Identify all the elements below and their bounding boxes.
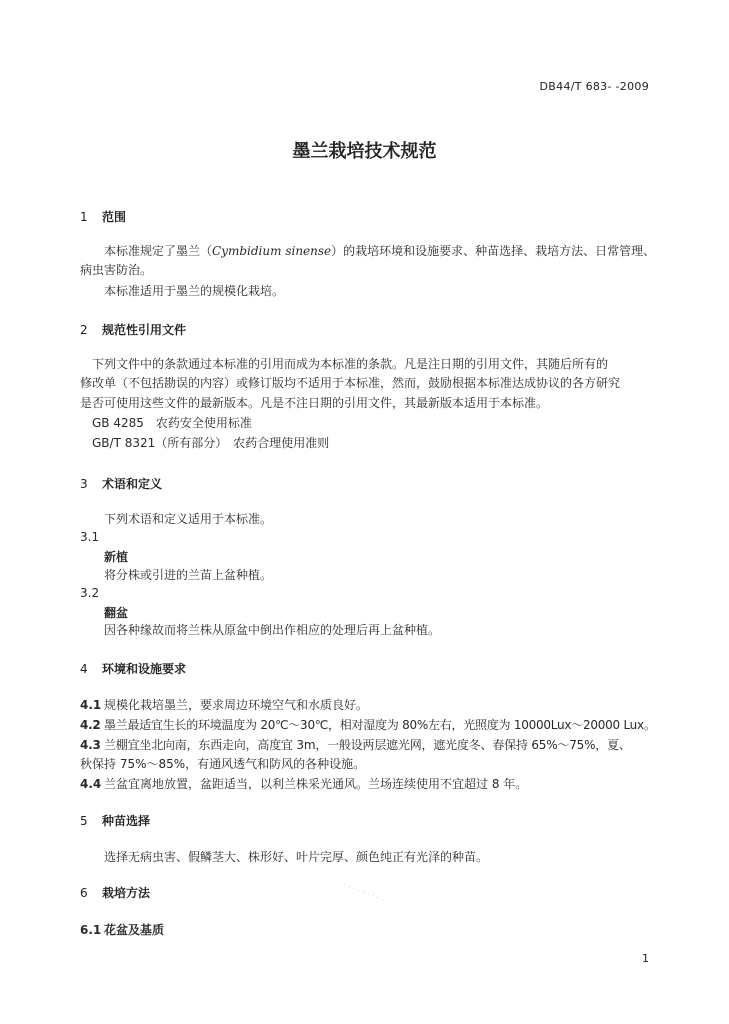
species-name: Cymbidium sinense <box>212 244 332 258</box>
section-3-heading <box>80 475 162 492</box>
section-2-heading <box>80 321 186 338</box>
clause-number: 4.3 <box>80 738 101 752</box>
section-number: 4 <box>80 662 88 676</box>
term-2-definition: 因各种缘故而将兰株从原盆中倒出作相应的处理后再上盆种植。 <box>104 623 441 637</box>
clause-text: 兰棚宜坐北向南，东西走向，高度宜 3m，一般设两层遮光网，遮光度冬、春保持 65%～75%，夏、 <box>104 738 631 752</box>
clause-number: 4.4 <box>80 777 102 791</box>
section-number: 1 <box>80 210 88 224</box>
section-1-paragraph-1-cont: 病虫害防治。 <box>80 263 153 277</box>
section-1-heading <box>80 208 126 225</box>
term-1-name: 新植 <box>104 550 129 564</box>
section-5-heading <box>80 812 150 829</box>
clause-6-1 <box>80 922 164 938</box>
section-4-heading <box>80 660 186 677</box>
clause-text: 墨兰最适宜生长的环境温度为 20℃～30℃，相对湿度为 80%左右，光照度为 10000Lux～20000 Lux。 <box>104 718 656 732</box>
section-number: 3 <box>80 477 88 491</box>
section-6-heading <box>80 884 150 901</box>
clause-4-1 <box>80 697 368 713</box>
clause-number: 6.1 <box>80 923 102 937</box>
section-2-line-3: 是否可使用这些文件的最新版本。凡是不注日期的引用文件，其最新版本适用于本标准。 <box>80 396 549 410</box>
clause-4-2 <box>80 717 656 733</box>
standard-code: DB44/T 683- -2009 <box>539 80 649 93</box>
clause-text: 规模化栽培墨兰，要求周边环境空气和水质良好。 <box>104 698 369 712</box>
section-1-paragraph-1 <box>104 243 655 259</box>
clause-4-4 <box>80 776 527 792</box>
clause-title: 花盆及基质 <box>104 923 165 937</box>
section-title: 环境和设施要求 <box>102 662 187 676</box>
section-title: 栽培方法 <box>102 886 151 900</box>
text-run: 本标准规定了墨兰（ <box>104 244 213 258</box>
term-1-definition: 将分株或引进的兰苗上盆种植。 <box>104 568 273 582</box>
section-number: 6 <box>80 886 88 900</box>
reference-2: GB/T 8321（所有部分） 农药合理使用准则 <box>92 436 330 450</box>
term-1-number: 3.1 <box>80 530 100 544</box>
clause-number: 4.2 <box>80 718 101 732</box>
faint-watermark: · · · · · · · · · <box>341 880 386 905</box>
text-run: ）的栽培环境和设施要求、种苗选择、栽培方法、日常管理、 <box>331 244 656 258</box>
clause-4-3 <box>80 737 631 753</box>
section-title: 范围 <box>102 210 127 224</box>
section-title: 术语和定义 <box>102 477 163 491</box>
term-2-name: 翻盆 <box>104 606 129 620</box>
section-title: 规范性引用文件 <box>102 323 187 337</box>
section-2-line-1: 下列文件中的条款通过本标准的引用而成为本标准的条款。凡是注日期的引用文件，其随后所有的 <box>92 357 609 371</box>
reference-1: GB 4285 农药安全使用标准 <box>92 416 252 430</box>
clause-4-3-cont: 秋保持 75%～85%，有通风透气和防风的各种设施。 <box>80 757 366 771</box>
section-3-intro: 下列术语和定义适用于本标准。 <box>104 512 273 526</box>
section-1-paragraph-2: 本标准适用于墨兰的规模化栽培。 <box>104 284 285 298</box>
term-2-number: 3.2 <box>80 586 100 600</box>
section-number: 5 <box>80 814 88 828</box>
clause-number: 4.1 <box>80 698 102 712</box>
section-number: 2 <box>80 323 88 337</box>
page-number: 1 <box>642 952 649 965</box>
section-5-paragraph: 选择无病虫害、假鳞茎大、株形好、叶片完厚、颜色纯正有光泽的种苗。 <box>104 850 489 864</box>
section-title: 种苗选择 <box>102 814 151 828</box>
section-2-line-2: 修改单（不包括勘误的内容）或修订版均不适用于本标准，然而，鼓励根据本标准达成协议的各方研究 <box>80 376 621 390</box>
document-title: 墨兰栽培技术规范 <box>292 141 437 162</box>
clause-text: 兰盆宜离地放置，盆距适当，以利兰株采光通风。兰场连续使用不宜超过 8 年。 <box>104 777 528 791</box>
